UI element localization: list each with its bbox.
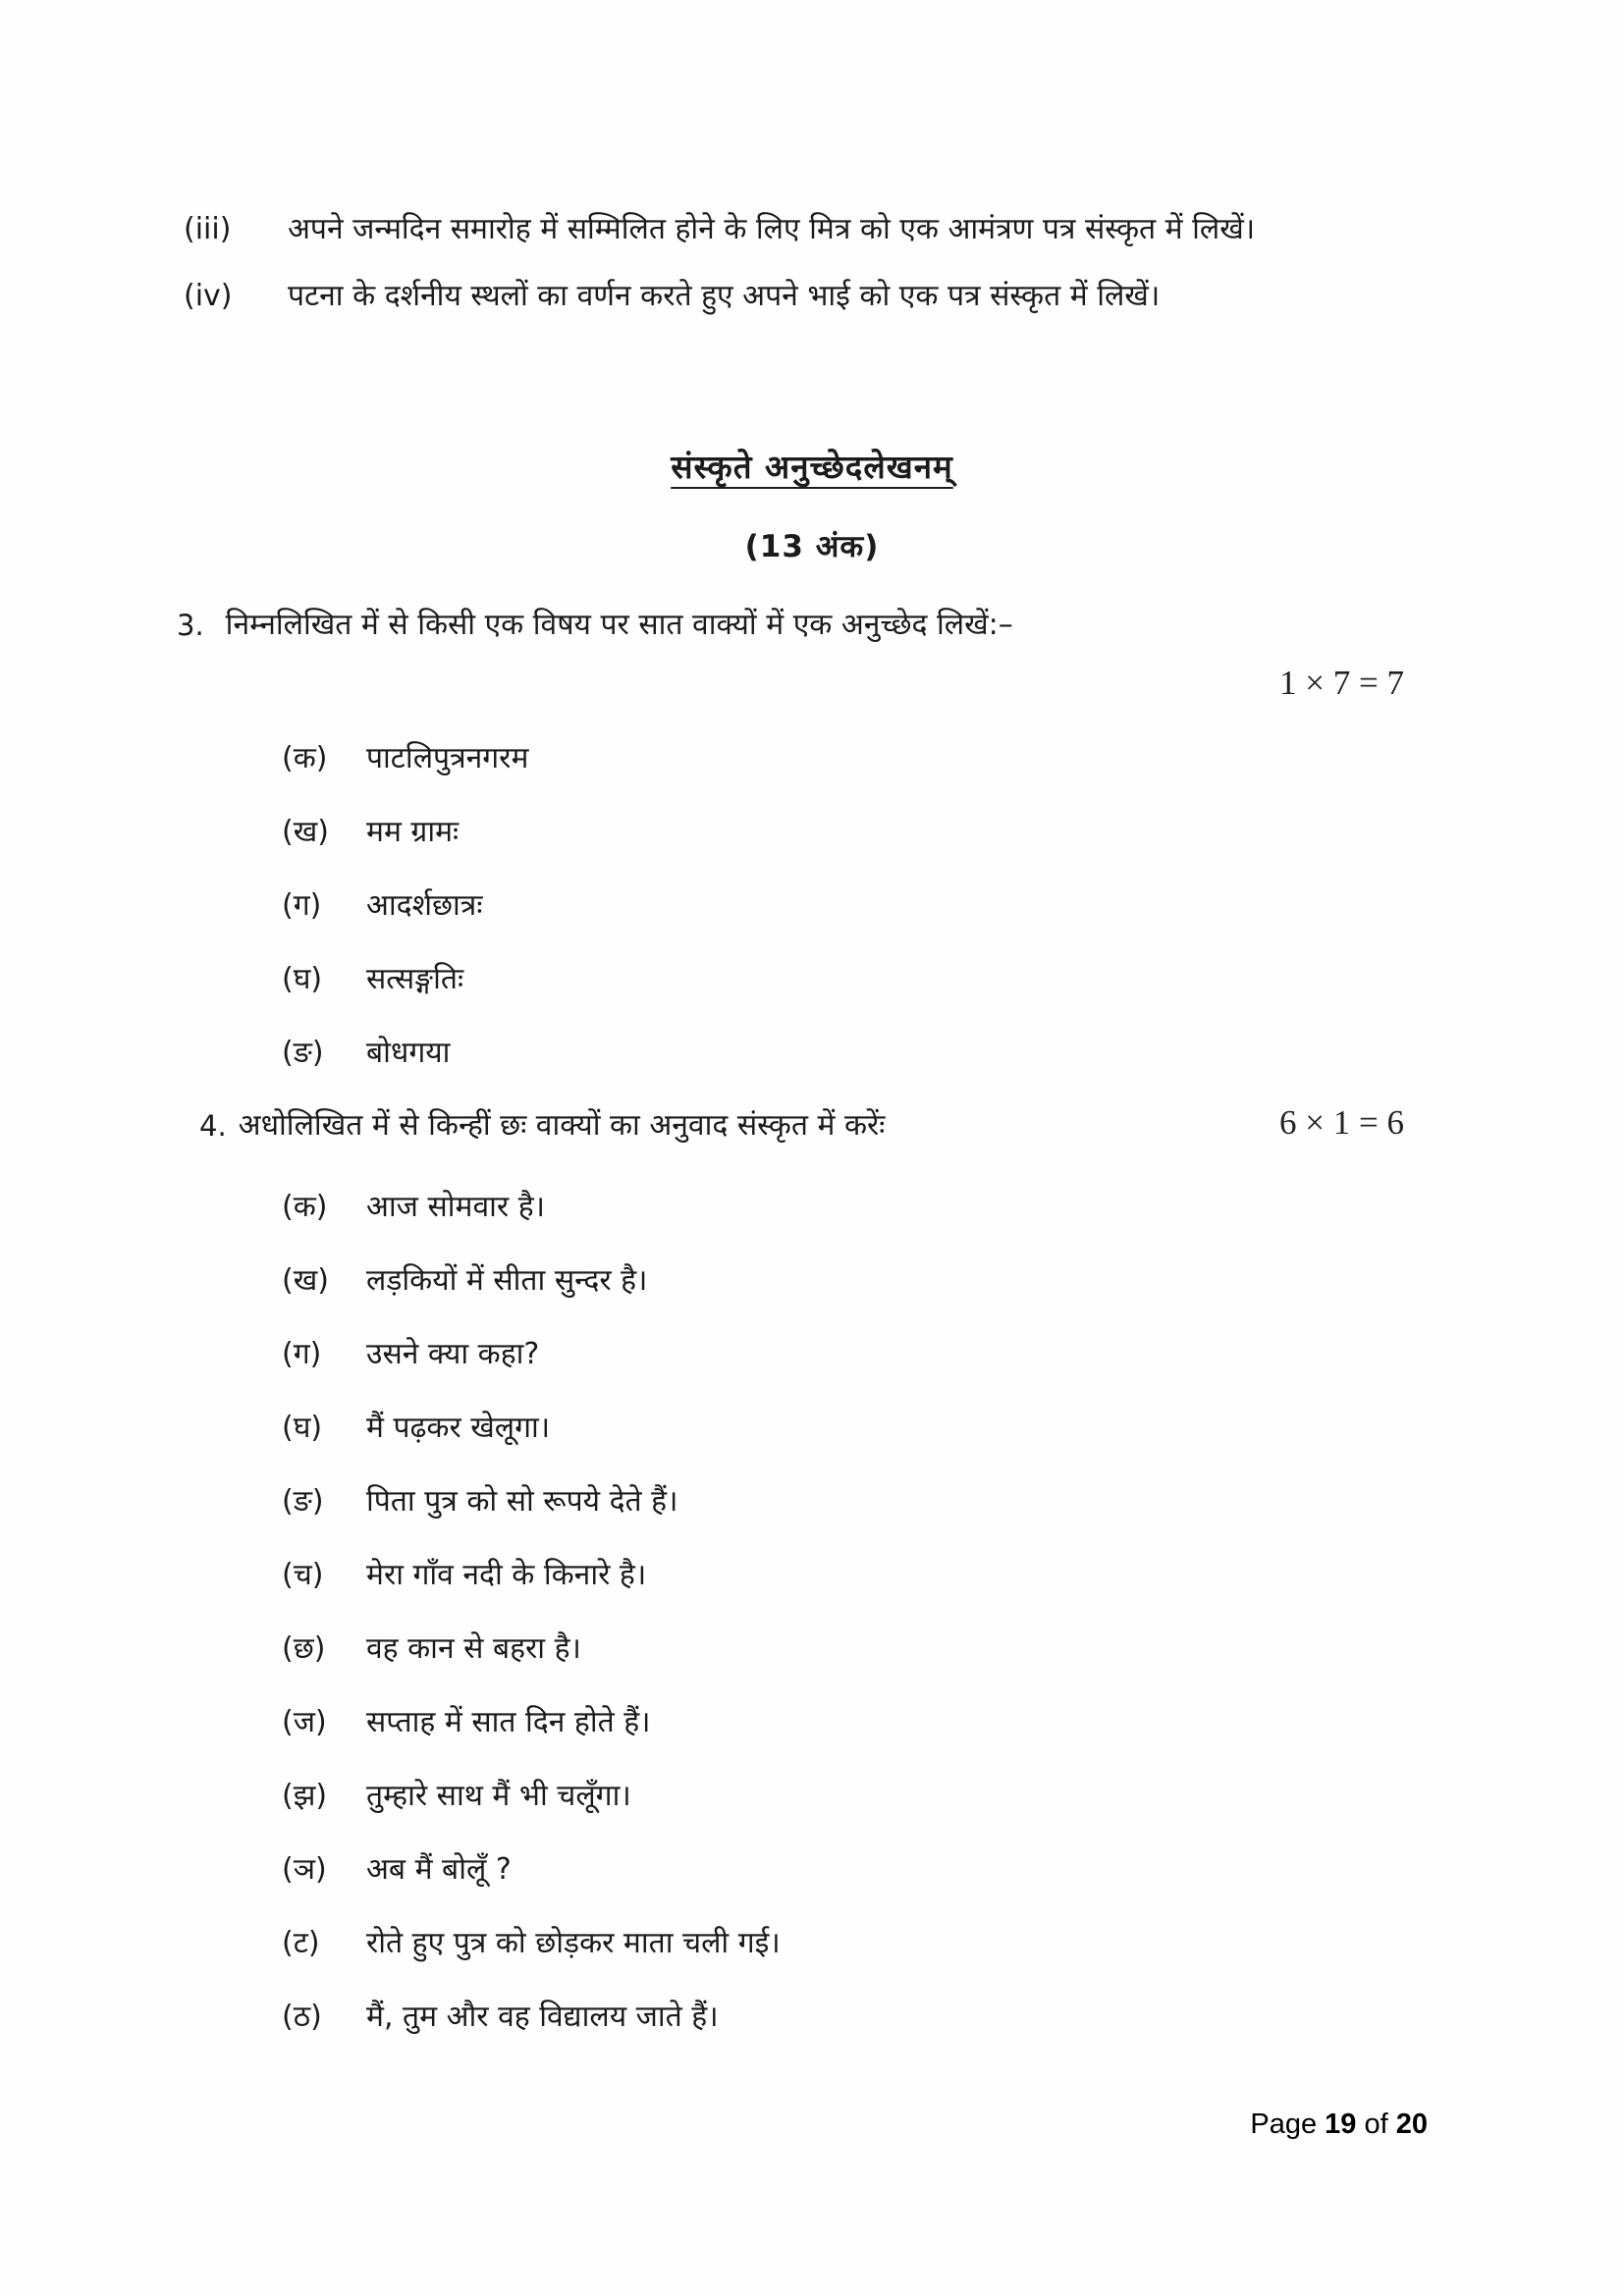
option-text: सत्सङ्गतिः <box>366 962 464 996</box>
question-4-options <box>282 1168 1467 2052</box>
option-row <box>282 1610 1467 1683</box>
option-label: (ठ) <box>282 2000 322 2034</box>
question-4-number: 4. <box>199 1109 227 1143</box>
option-label: (ख) <box>282 815 329 849</box>
option-label: (ट) <box>282 1926 320 1960</box>
option-label: (क) <box>282 1190 328 1224</box>
question-4-marks: 6 × 1 = 6 <box>1279 1103 1404 1142</box>
option-row <box>282 720 1467 793</box>
section-heading: संस्कृते अनुच्छेदलेखनम् <box>671 448 953 486</box>
question-3-marks: 1 × 7 = 7 <box>1279 664 1404 702</box>
option-row <box>282 1683 1467 1757</box>
option-row <box>282 1978 1467 2052</box>
letter-item <box>184 267 1469 326</box>
option-label: (ग) <box>282 1337 322 1371</box>
option-text: मम ग्रामः <box>366 815 460 849</box>
question-4 <box>199 1097 1467 1154</box>
option-row <box>282 1014 1467 1088</box>
footer-word-of: of <box>1356 2109 1396 2140</box>
option-label: (घ) <box>282 1411 323 1445</box>
letter-item-text: अपने जन्मदिन समारोह में सम्मिलित होने के लिए मित्र को एक आमंत्रण पत्र संस्कृत में लिखें। <box>288 212 1256 246</box>
option-row <box>282 793 1467 867</box>
letter-item <box>184 200 1469 259</box>
option-label: (ज) <box>282 1705 327 1739</box>
option-row <box>282 1168 1467 1242</box>
option-text: उसने क्या कहा? <box>366 1337 540 1371</box>
question-3-number: 3. <box>177 609 204 642</box>
option-label: (ग) <box>282 888 322 923</box>
question-3-marks-row <box>177 662 1467 705</box>
option-label: (च) <box>282 1558 324 1592</box>
section-heading-block <box>0 444 1624 566</box>
option-text: रोते हुए पुत्र को छोड़कर माता चली गई। <box>366 1926 781 1960</box>
option-row <box>282 1536 1467 1610</box>
option-label: (छ) <box>282 1631 326 1666</box>
letter-items-section <box>184 200 1469 334</box>
option-text: पिता पुत्र को सो रूपये देते हैं। <box>366 1484 678 1519</box>
option-text: तुम्हारे साथ मैं भी चलूँगा। <box>366 1779 631 1813</box>
footer-word-page: Page <box>1250 2109 1326 2140</box>
question-4-line <box>199 1097 1467 1154</box>
option-text: पाटलिपुत्रनगरम <box>366 741 529 775</box>
section-marks: (13 अंक) <box>744 529 880 564</box>
option-row <box>282 1463 1467 1536</box>
letter-item-label: (iii) <box>184 212 232 246</box>
option-row <box>282 1389 1467 1463</box>
option-text: सप्ताह में सात दिन होते हैं। <box>366 1705 651 1739</box>
option-label: (ङ) <box>282 1036 324 1070</box>
option-text: वह कान से बहरा है। <box>366 1631 581 1666</box>
footer-page-number: 19 <box>1325 2109 1357 2140</box>
option-text: लड़कियों में सीता सुन्दर है। <box>366 1263 648 1298</box>
option-row <box>282 1315 1467 1389</box>
option-label: (ख) <box>282 1263 329 1298</box>
question-3-line <box>177 597 1467 654</box>
option-row <box>282 1831 1467 1904</box>
option-label: (क) <box>282 741 328 775</box>
option-text: आज सोमवार है। <box>366 1190 546 1224</box>
option-text: मैं पढ़कर खेलूगा। <box>366 1411 551 1445</box>
option-text: मैं, तुम और वह विद्यालय जाते हैं। <box>366 2000 719 2034</box>
option-text: मेरा गाँव नदी के किनारे है। <box>366 1558 647 1592</box>
question-4-text: अधोलिखित में से किन्हीं छः वाक्यों का अनुवाद संस्कृत में करेंः <box>238 1108 886 1143</box>
option-text: बोधगया <box>366 1036 451 1070</box>
option-row <box>282 1242 1467 1315</box>
question-3-options <box>282 720 1467 1088</box>
letter-item-text: पटना के दर्शनीय स्थलों का वर्णन करते हुए अपने भाई को एक पत्र संस्कृत में लिखें। <box>288 279 1161 313</box>
footer-total-pages: 20 <box>1395 2109 1428 2140</box>
question-3 <box>177 597 1467 705</box>
option-label: (ङ) <box>282 1484 324 1519</box>
letter-item-label: (iv) <box>184 279 233 313</box>
option-row <box>282 867 1467 940</box>
question-3-text: निम्नलिखित में से किसी एक विषय पर सात वाक्यों में एक अनुच्छेद लिखें:– <box>225 608 1013 642</box>
option-row <box>282 1757 1467 1831</box>
option-text: आदर्शछात्रः <box>366 888 483 923</box>
option-label: (झ) <box>282 1779 328 1813</box>
option-text: अब मैं बोलूँ ? <box>366 1852 512 1887</box>
page-footer <box>1250 2109 1428 2141</box>
option-row <box>282 1904 1467 1978</box>
option-row <box>282 940 1467 1014</box>
option-label: (घ) <box>282 962 323 996</box>
option-label: (ञ) <box>282 1852 327 1887</box>
